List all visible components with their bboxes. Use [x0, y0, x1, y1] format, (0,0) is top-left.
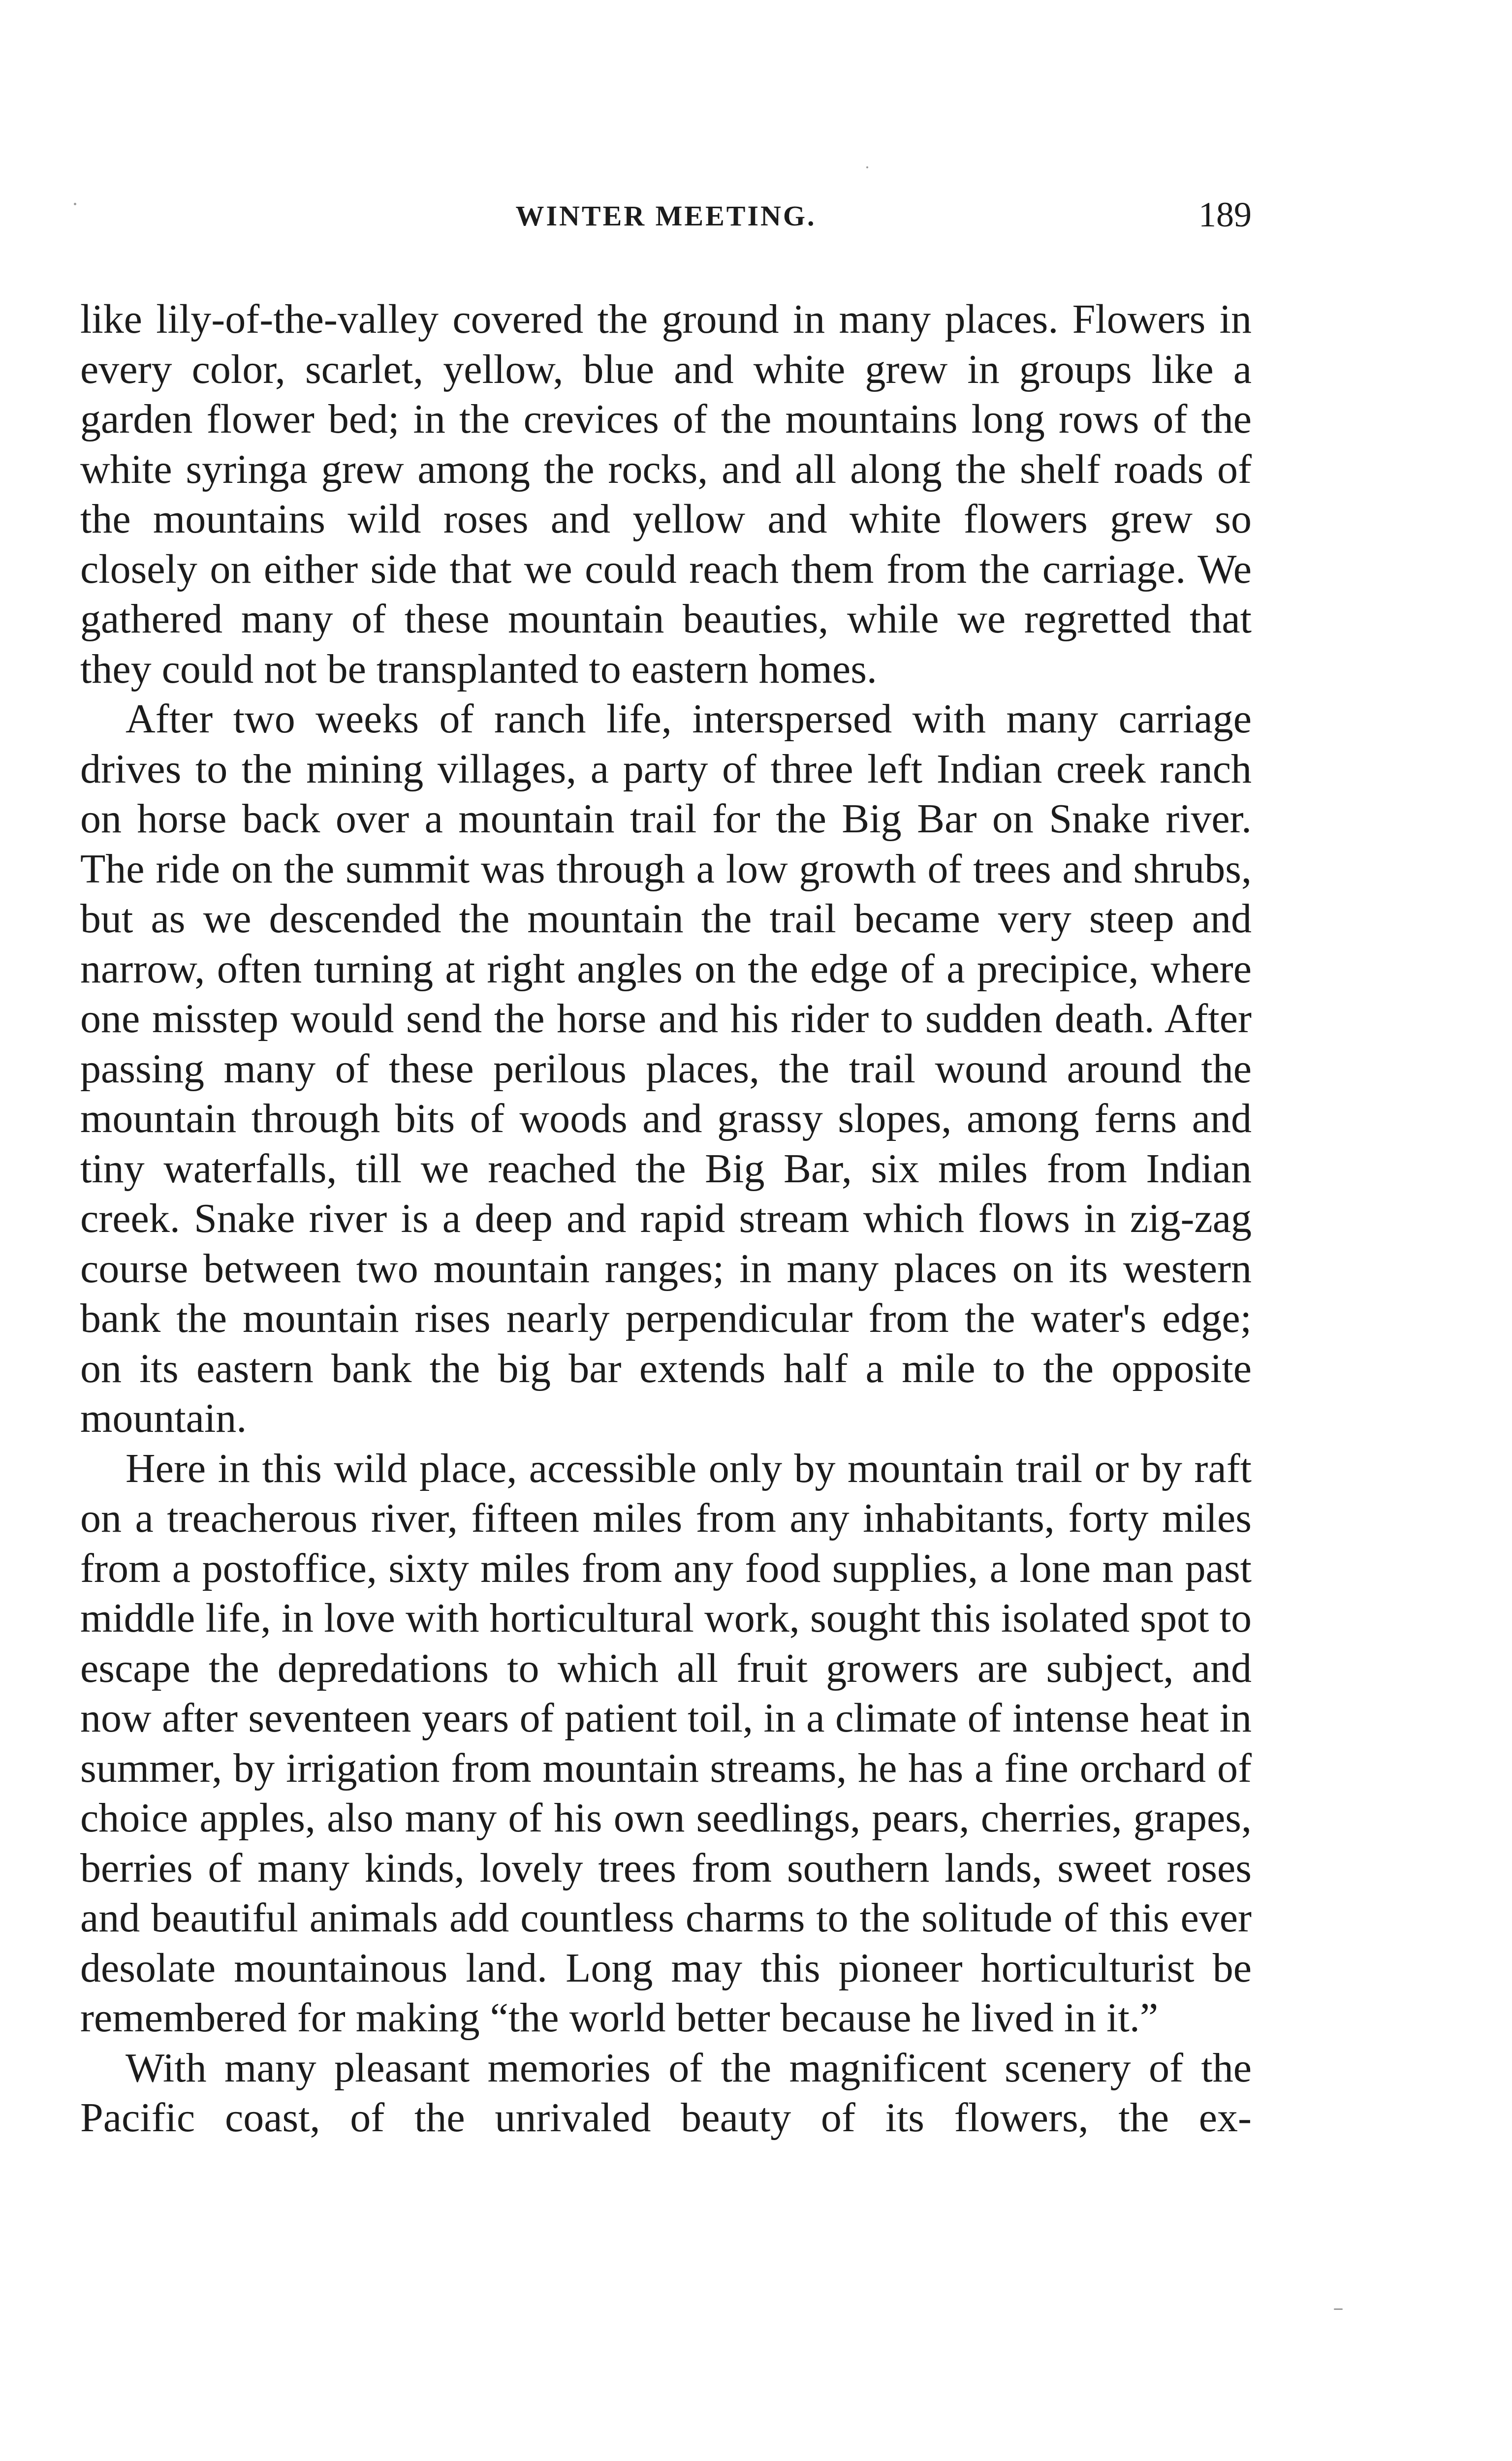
paragraph-1: like lily-of-the-valley covered the ground in many places. Flowers in every color, scarlet, yellow, blue and white grew in groups like a garden flower bed; in the crevices of the mountains long rows of the white syringa grew among the rocks, and all along the shelf roads of the mountains wild roses and yellow and white flowers grew so closely on either side that we could reach them from the carriage. We gathered many of these mountain beauties, while we regretted that they could not be transplanted to eastern homes. — [80, 296, 1252, 692]
body-text — [80, 294, 1252, 2143]
running-title: WINTER MEETING. — [515, 200, 817, 232]
paragraph-2: After two weeks of ranch life, interspersed with many carriage drives to the mining villages, a party of three left Indian creek ranch on horse back over a mountain trail for the Big Bar on Snake river. The ride on the summit was through a low growth of trees and shrubs, but as we descended the mountain the trail became very steep and narrow, often turning at right angles on the edge of a precipice, where one misstep would send the horse and his rider to sudden death. After passing many of these perilous places, the trail wound around the mountain through bits of woods and grassy slopes, among ferns and tiny waterfalls, till we reached the Big Bar, six miles from Indian creek. Snake river is a deep and rapid stream which flows in zig-zag course between two mountain ranges; in many places on its western bank the mountain rises nearly perpendicular from the water's edge; on its eastern bank the big bar extends half a mile to the opposite mountain. — [80, 696, 1252, 1441]
paragraph-4: With many pleasant memories of the magnificent scenery of the Pacific coast, of the unrivaled beauty of its flowers, the ex- — [80, 2045, 1252, 2141]
print-speck — [1334, 2308, 1343, 2310]
print-speck — [74, 203, 76, 205]
running-head — [80, 194, 1252, 244]
paragraph-3: Here in this wild place, accessible only by mountain trail or by raft on a treacherous river, fifteen miles from any inhabitants, forty miles from a postoffice, sixty miles from any food supplies, a lone man past middle life, in love with horticultural work, sought this isolated spot to escape the depredations to which all fruit growers are subject, and now after seventeen years of patient toil, in a climate of intense heat in summer, by irrigation from mountain streams, he has a fine orchard of choice apples, also many of his own seedlings, pears, cherries, grapes, berries of many kinds, lovely trees from southern lands, sweet roses and beautiful animals add countless charms to the solitude of this ever desolate mountainous land. Long may this pioneer horticulturist be remembered for making “the world better because he lived in it.” — [80, 1445, 1252, 2041]
page-number: 189 — [1198, 195, 1252, 234]
print-speck — [866, 166, 868, 168]
